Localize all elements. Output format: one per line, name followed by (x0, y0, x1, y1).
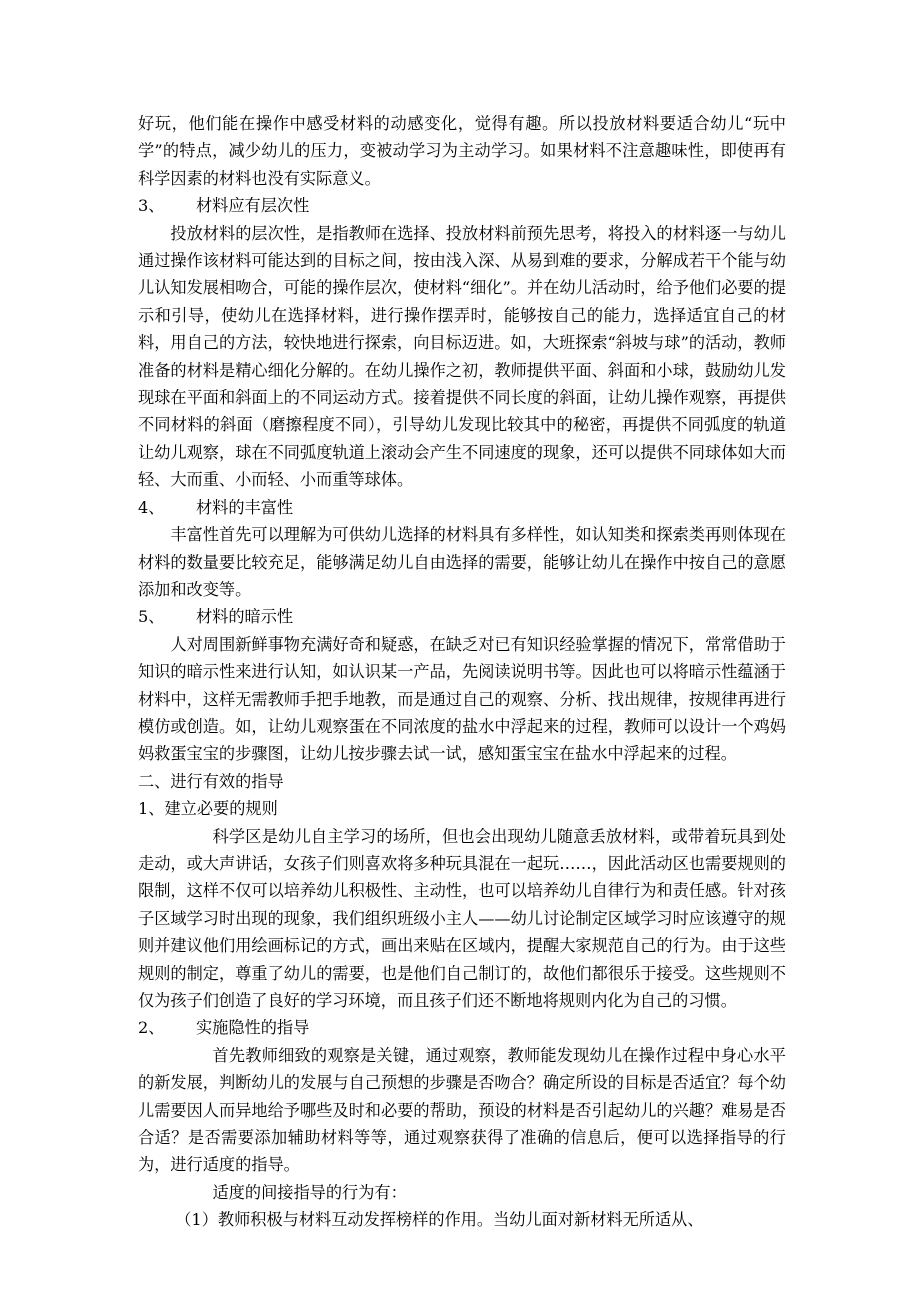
paragraph-layering: 投放材料的层次性，是指教师在选择、投放材料前预先思考，将投入的材料逐一与幼儿通过操作该材料可能达到的目标之间，按由浅入深、从易到难的要求，分解成若干个能与幼儿认知发展相吻合，可能的操作层次，使材料“细化”。并在幼儿活动时，给予他们必要的提示和引导，使幼儿在选择材料，进行操作摆弄时，能够按自己的能力，选择适宜自己的材料，用自己的方法，较快地进行探索，向目标迈进。如，大班探索“斜坡与球”的活动，教师准备的材料是精心细化分解的。在幼儿操作之初，教师提供平面、斜面和小球，鼓励幼儿发现球在平面和斜面上的不同运动方式。接着提供不同长度的斜面，让幼儿操作观察，再提供不同材料的斜面（磨擦程度不同），引导幼儿发现比较其中的秘密，再提供不同弧度的轨道让幼儿观察，球在不同弧度轨道上滚动会产生不同速度的现象，还可以提供不同球体如大而轻、大而重、小而轻、小而重等球体。 (138, 223, 786, 490)
heading-text: 材料的丰富性 (196, 497, 294, 517)
paragraph-indirect-intro: 适度的间接指导的行为有： (212, 1182, 407, 1202)
heading-text: 材料应有层次性 (196, 196, 310, 216)
heading-number: 4、 (138, 497, 165, 517)
paragraph-richness: 丰富性首先可以理解为可供幼儿选择的材料具有多样性，如认知类和探索类再则体现在材料的数量要比较充足，能够满足幼儿自由选择的需要，能够让幼儿在操作中按自己的意愿添加和改变等。 (138, 525, 786, 599)
heading-text: 实施隐性的指导 (196, 1018, 310, 1038)
document-body (138, 110, 786, 1234)
heading-implicit-guidance (138, 1014, 786, 1041)
heading-number: 3、 (138, 196, 165, 216)
heading-text: 材料的暗示性 (196, 607, 294, 627)
list-item-1: （1）教师积极与材料互动发挥榜样的作用。当幼儿面对新材料无所适从、 (175, 1210, 704, 1230)
paragraph-observation: 首先教师细致的观察是关键，通过观察，教师能发现幼儿在操作过程中身心水平的新发展，判断幼儿的发展与自己预想的步骤是否吻合？确定所设的目标是否适宜？每个幼儿需要因人而异地给予哪些及时和必要的帮助，预设的材料是否引起幼儿的兴趣？难易是否合适？是否需要添加辅助材料等等，通过观察获得了准确的信息后，便可以选择指导的行为，进行适度的指导。 (138, 1045, 786, 1175)
section-heading-guidance: 二、进行有效的指导 (138, 771, 284, 791)
heading-number: 5、 (138, 607, 165, 627)
heading-5 (138, 603, 786, 630)
heading-number: 2、 (138, 1018, 165, 1038)
paragraph-suggestiveness: 人对周围新鲜事物充满好奇和疑惑，在缺乏对已有知识经验掌握的情况下，常常借助于知识的暗示性来进行认知，如认识某一产品，先阅读说明书等。因此也可以将暗示性蕴涵于材料中，这样无需教师手把手地教，而是通过自己的观察、分析、找出规律，按规律再进行模仿或创造。如，让幼儿观察蛋在不同浓度的盐水中浮起来的过程，教师可以设计一个鸡妈妈救蛋宝宝的步骤图，让幼儿按步骤去试一试，感知蛋宝宝在盐水中浮起来的过程。 (138, 634, 786, 764)
subheading-rules: 1、建立必要的规则 (138, 799, 278, 819)
paragraph-rules: 科学区是幼儿自主学习的场所，但也会出现幼儿随意丢放材料，或带着玩具到处走动，或大声讲话，女孩子们则喜欢将多种玩具混在一起玩……，因此活动区也需要规则的限制，这样不仅可以培养幼儿积极性、主动性，也可以培养幼儿自律行为和责任感。针对孩子区域学习时出现的现象，我们组织班级小主人——幼儿讨论制定区域学习时应该遵守的规则并建议他们用绘画标记的方式，画出来贴在区域内，提醒大家规范自己的行为。由于这些规则的制定，尊重了幼儿的需要，也是他们自己制订的，故他们都很乐于接受。这些规则不仅为孩子们创造了良好的学习环境，而且孩子们还不断地将规则内化为自己的习惯。 (138, 826, 786, 1010)
paragraph-intro: 好玩，他们能在操作中感受材料的动感变化，觉得有趣。所以投放材料要适合幼儿“玩中学”的特点，减少幼儿的压力，变被动学习为主动学习。如果材料不注意趣味性，即使再有科学因素的材料也没有实际意义。 (138, 114, 786, 188)
heading-4 (138, 494, 786, 521)
heading-3 (138, 192, 786, 219)
